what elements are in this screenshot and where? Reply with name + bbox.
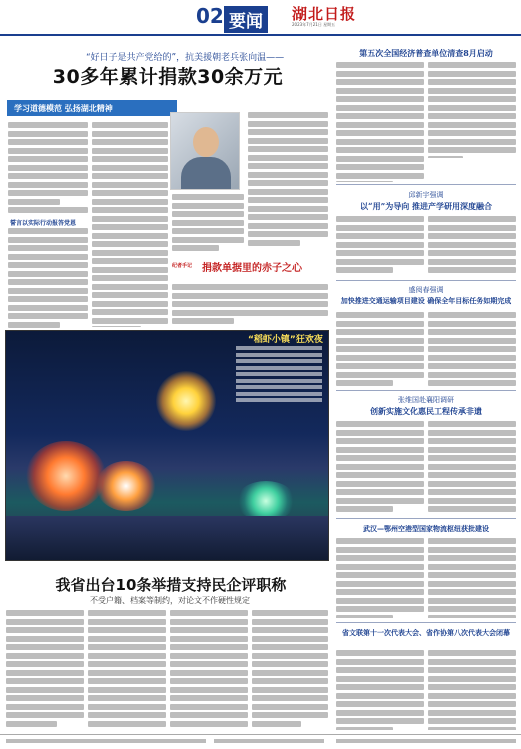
lead-body-col3 xyxy=(172,194,244,254)
story2-kicker: 邱新宇强调 xyxy=(408,191,444,199)
story2-body-a xyxy=(336,216,424,274)
lead-body-col2 xyxy=(92,122,168,327)
lead-body-col1b xyxy=(8,228,88,328)
column-band-label: 学习道德模范 弘扬湖北精神 xyxy=(14,104,113,113)
story6-title: 省文联第十一次代表大会、省作协第八次代表大会闭幕 xyxy=(342,628,510,637)
story1-title: 第五次全国经济普查单位清查8月启动 xyxy=(359,48,493,58)
main-story-body-col1 xyxy=(6,610,84,728)
story1-body-a xyxy=(336,62,424,182)
story2-body-b xyxy=(428,216,516,274)
story4-kicker: 张维国赴襄阳调研 xyxy=(398,396,454,404)
main-story-body-col4 xyxy=(252,610,328,728)
story4-body-b xyxy=(428,421,516,513)
divider xyxy=(336,390,516,391)
divider xyxy=(336,280,516,281)
portrait-photo xyxy=(170,112,240,190)
story4-body-a xyxy=(336,421,424,513)
main-story-body-col3 xyxy=(170,610,248,728)
story1-body-b xyxy=(428,62,516,158)
lead-body-col4 xyxy=(248,112,328,254)
story4-title: 创新实施文化惠民工程传承非遗 xyxy=(370,406,482,416)
story3-body-a xyxy=(336,312,424,386)
section-name: 要闻 xyxy=(224,6,268,33)
masthead-logo: 湖北日报 xyxy=(292,5,357,23)
main-story-body-col2 xyxy=(88,610,166,728)
lead-kicker: “好日子是共产党给的”，抗美援朝老兵张向温—— xyxy=(85,53,285,63)
story5-body-b xyxy=(428,538,516,618)
story6-body-b xyxy=(428,650,516,730)
lead-subhead: 誓言以实际行动报答党恩 xyxy=(10,220,77,227)
story6-body-a xyxy=(336,650,424,730)
main-story-subtitle: 不受户籍、档案等制约，对论文不作硬性规定 xyxy=(90,596,250,605)
series-title: 捐款单据里的赤子之心 xyxy=(202,263,302,274)
photo-caption-title: “稻虾小镇”狂欢夜 xyxy=(248,335,323,345)
divider xyxy=(336,622,516,623)
story2-title: 以“用”为导向 推进产学研用深度融合 xyxy=(360,201,492,211)
divider xyxy=(336,518,516,519)
story5-body-a xyxy=(336,538,424,618)
page-footer xyxy=(0,734,521,749)
divider xyxy=(336,184,516,185)
dateline: 2023年7月21日 星期五 xyxy=(292,22,336,27)
page-header xyxy=(0,0,521,36)
main-story-title: 我省出台10条举措支持民企评职称 xyxy=(55,576,287,594)
story3-title: 加快推进交通运输项目建设 确保全年目标任务如期完成 xyxy=(340,296,512,305)
lead-body-col1 xyxy=(8,122,88,214)
series-tag: 纪者手记 xyxy=(172,263,193,269)
series-body xyxy=(172,284,328,326)
photo-caption xyxy=(236,346,322,405)
page-number: 02 xyxy=(196,4,224,28)
story5-title: 武汉—鄂州空港型国家物流枢纽获批建设 xyxy=(363,524,489,533)
lead-title: 30多年累计捐款30余万元 xyxy=(52,66,284,88)
story3-body-b xyxy=(428,312,516,386)
story3-kicker: 盛阅春强调 xyxy=(408,286,444,294)
